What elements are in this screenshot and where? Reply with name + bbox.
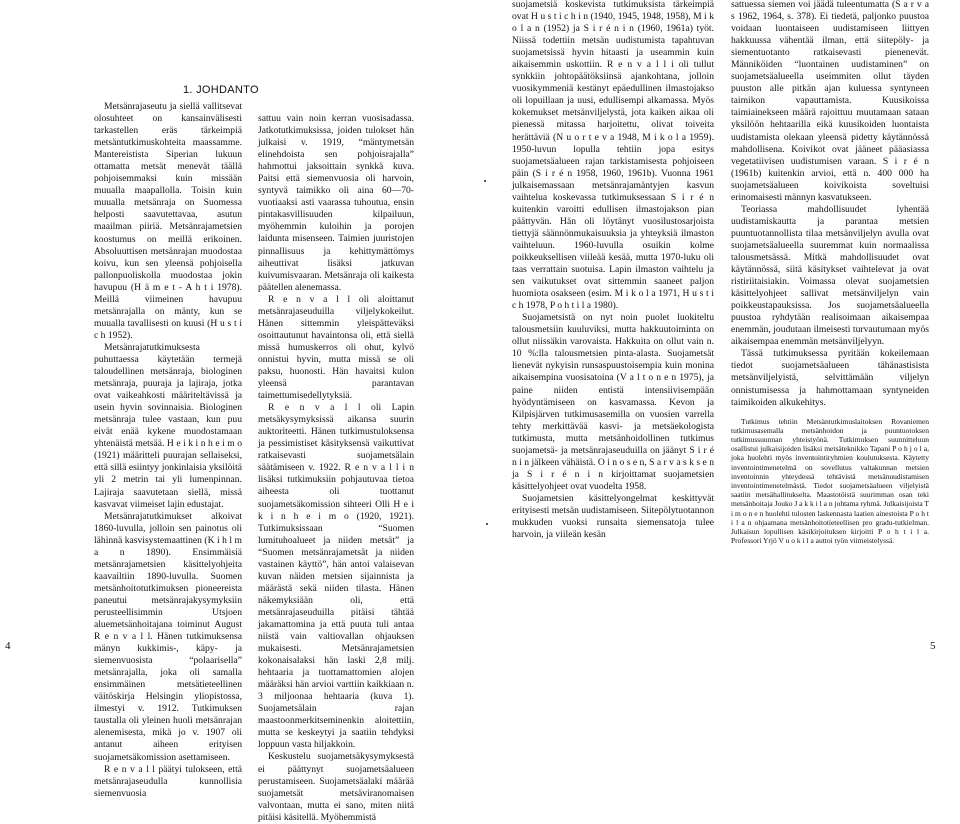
- scan-speck: [486, 523, 488, 525]
- right-page-column-2: [731, 0, 929, 545]
- page-number-left: 4: [5, 640, 11, 652]
- paragraph: Suojametsistä on nyt noin puolet luokiteltu talousmetsiin kuuluviksi, mutta hakkuutoiminta on ollut niissäkin varovaista. Hakkuita on ollut vain n. 10 %:lla talousmetsien pinta-alasta. Suojametsät lienevät nykyisin runsaspuustoisempia kuin monina aikaisempina vuosisatoina (V a l t o n e n 1975), ja paine niiden entistä intensiivisempään hyödyntämiseen on kasvamassa. Kevon ja Kilpisjärven tutkimusasemilla on vuosien varrella tehty merkittävää kasvi- ja metsäekologista tutkimusta, mutta metsänhoidollinen tutkimus suojametsä- ja metsänrajaseuduilla on jäänyt S i r é n i n jälkeen vähäistä. O i n o s e n, S a r v a s k s e n ja S i r é n i n kirjoittamat suojametsien käsittelyohjeet ovat vuodelta 1958.: [512, 312, 714, 492]
- paragraph: Metsänrajatutkimuksesta puhuttaessa käytetään termejä taloudellinen metsänraja, biologinen metsänraja, puuraja ja lajiraja, jotka ovat vaikeahkosti määriteltävissä ja usein hyvin sovinnaisia. Biologinen metsänraja tulee vastaan, kun puu eivät enää kykene muodostamaan yhtenäistä metsää. H e i k i n h e i m o (1921) määritteli puurajan sellaiseksi, että sillä esiintyy jonkinlaisia yksilöitä yli 2 metrin tai yli lumenpinnan. Lajiraja saavutetaan siellä, missä kasvavat viimeiset lajin edustajat.: [94, 341, 242, 510]
- paragraph: sattuessa siemen voi jäädä tuleentumatta (S a r v a s 1962, 1964, s. 378). Ei tiedetä, paljonko puustoa voidaan luontaiseen uudistamiseen liittyen hakkuussa vähentää ilman, että siitepöly- ja siementuotanto ratkaisevasti pienenevät. Männiköiden “luontainen uudistaminen” on suojametsäalueella useimmiten ollut täyden puuston alle pitkän ajan kuluessa syntyneen taimikon vapauttamista. Kuusikoissa taimiainekseen määrä rajoittuu muutamaan sataan yksilöön hehtaarilla eikä kuusikoiden luontaista uudistamista olekaan yleensä pidetty käytännössä mahdollisena. Koivikot ovat jääneet pääasiassa vegetatiivisen uudistumisen varaan. S i r é n (1961b) kuitenkin arvioi, että n. 400 000 ha suojametsäalueen koivikoista soveltuisi erinomaisesti männyn kasvatukseen.: [731, 0, 929, 203]
- section-heading: 1. JOHDANTO: [183, 84, 259, 96]
- right-page-column-1: [512, 0, 714, 541]
- paragraph: Tässä tutkimuksessa pyritään kokeilemaan tiedot suojametsäalueen tähänastisista metsänviljelyistä, selvittämään viljelyn onnistumisessa ja hahmottamaan syntyneiden taimikoiden alkukehitys.: [731, 348, 929, 408]
- paragraph: R e n v a l l oli aloittanut metsänrajaseuduilla viljelykokeilut. Hänen sittemmin yleispätteväksi osoittautunut havaintonsa oli, että siellä missä humuskerros oli ohut, kylvö onnistui hyvin, mutta missä se oli paksu, huonosti. Hän havaitsi kulon yleensä parantavan taimettumisedellytyksiä.: [258, 293, 414, 402]
- left-page-column-1: [94, 101, 242, 800]
- paragraph: Metsänrajatutkimukset alkoivat 1860-luvulla, jolloin sen painotus oli lähinnä kasvisystemaattinen (K i h l m a n 1890). Ensimmäisiä metsänrajametsien käsittelyohjeita kaavailtiin 1890-luvulla. Suomen metsänhoitotutkimuksen pioneereista paneutui metsänrajakysymyksiin perusteellisimmin Utsjoen aluemetsänhoitajana toiminut August R e n v a l l. Hänen tutkimuksensa mänyn kukkimis-, käpy- ja siemenvuosista “polaarisella” metsänrajalla, joka oli samalla ensimmäinen metsätieteellinen väitöskirja Helsingin yliopistossa, ilmestyi v. 1912. Tutkimuksen taustalla oli yleinen huoli metsänrajan alenemisesta, mikä jo v. 1907 oli antanut aiheen erityisen suojametsäkomission asettamiseen.: [94, 510, 242, 763]
- paragraph: R e n v a l l oli Lapin metsäkysymyksissä aikansa suurin auktoriteetti. Hänen tutkimustuloksensa ja pessimistiset käsityksensä vaikuttivat ratkaisevasti suojametsälain säätämiseen v. 1922. R e n v a l l i n lisäksi tutkimuksiin pohjautuvaa tietoa aiheesta oli tuottanut suojametsäkomission sihteeri Olli H e i k i n h e i m o (1920, 1921). Tutkimuksissaan “Suomen lumituhoalueet ja niiden metsät” ja “Suomen metsänrajametsät ja niiden vastainen käyttö”, hän antoi valaisevan kuvan näiden metsien sijainnista ja määrästä sekä niiden tilasta. Hänen näkemyksiään oli, että metsänrajaseuduilla pitäisi tähtää jakamattomina ja että puuta tuli antaa niistä vain valtiovallan ohjauksen mukaisesti. Metsänrajametsien kokonaisalaksi hän laski 2,8 milj. hehtaaria ja tuottamattomien alojen määräksi hän arvioi varttiin kaikkiaan n. 3 miljoonaa hehtaaria (kuva 1). Suojametsälain rajan maastoonmerkitseminenkin aloitettiin, mutta se keskeytyi ja saatiin tehdyksi loppuun vasta hiljakkoin.: [258, 402, 414, 751]
- paragraph: Suojametsien käsittelyongelmat keskittyvät erityisesti metsän uudistamiseen. Siitepölytuotannon mukkuden vuoksi runsaita siemensatoja tulee harvoin, ja viileän kesän: [512, 492, 714, 541]
- footnote: Tutkimus tehtiin Metsäntutkimuslaitoksen Rovaniemen tutkimusasemalla metsänhoidon ja puuntuotoksen tutkimussuunnan yhteistyönä. Tutkimuksen suunnitteluun osallistui julkaisijoiden lisäksi metsäteknikko Tapani P o h j o l a, joka huolehti myös inventointiryhmien koulutuksesta. Käytetty inventointimenetelmä on sovellutus valtakunnan metsien inventoinnin yhteydessä tehtävistä metsänuudistamisen inventointimenetelmästä. Tiedot suojametsäalueen viljelyistä saatiin metsähallitukselta. Maastotöistä suurimman osan teki metsänhoitaja Jouko J a k k i l a n johtama ryhmä. Julkaisijoista T i m o n e n huolehti tulosten laskennasta laatien ainestoista P o h t i l a n ohjaamana metsänhoitotieteellisen pro gradu-tutkielman. Julkaisun lopullisen käsikirjoituksen kirjoitti P o h t i l a. Professori Yrjö V u o k i l a auttoi työn viimeistelyssä.: [731, 416, 929, 546]
- paragraph: suojametsiä koskevista tutkimuksista tärkeimpiä ovat H u s t i c h i n (1940, 1945, 1948, 1958), M i k o l a n (1952) ja S i r é n i n (1960, 1961a) työt. Niissä todettiin metsän uudistumista tapahtuvan suojametsissä hyvin hitaasti ja useammin kuin aikaisemmin uskottiin. R e n v a l l i oli tullut synkkiin johtopäätöksiinsä ajankohtana, jolloin vuosikymmeniä kestänyt epäedullinen ilmastojakso oli lopuillaan ja uusi, edullisempi alkamassa. Myös kokemukset metsänviljelystä, jota kaiken aikaa oli pienessä mitassa harjoitettu, olivat toiveita herättäviä (N u o r t e v a 1948, M i k o l a 1959). 1950-luvun lopulla tehtiin jopa esitys suojametsäalueen rajan tarkistamisesta pohjoiseen päin (S i r é n 1958, 1960, 1961b). Vuonna 1961 julkaisemassaan metsänrajamäntyjen kasvun vaihtelua koskevassa tutkimuksessaan S i r é n kuitenkin varoitti edullisen ilmastojakson pian päättyvän. Hän oli löytänyt vuosilustosarjoista tiettyjä säännönmukaisuuksia ja yhteyksiä ilmaston vaihteluun. 1960-luvulla osuikin kolme poikkeuksellisen viileää kesää, mutta 1970-luku oli taas verrattain suotuisa. Lapin ilmaston vaihtelu ja sen vaikutukset ovat sittemmin saaneet paljon huomiota osakseen (esim. M i k o l a 1971, H u s t i c h 1978, P o h t i l a 1980).: [512, 0, 714, 312]
- paragraph: Teoriassa mahdollisuudet lyhentää uudistamiskautta ja parantaa metsien puuntuotannollista tilaa metsänviljelyn avulla ovat suojametsäalueella suuremmat kuin normaalissa talousmetsässä. Mitkä mahdollisuudet ovat käytännössä, siitä käsitykset vaihtelevat ja ovat ristiriitaisiakin. Voimassa olevat suojametsien käsittelyohjeet sallivat metsänviljelyn vain poikkeustapauksissa. Jos suojametsäalueella puustoa ryhdytään realisoimaan aikaisempaa enemmän, joudutaan ilmeisesti turvautumaan myös aikaisempaa enemmän metsänviljelyyn.: [731, 203, 929, 348]
- paragraph: Keskustelu suojametsäkysymyksestä ei päättynyt suojametsäalueen perustamiseen. Suojametsäalaki määrää suojametsät metsäviranomaisen valvontaan, mutta ei sano, miten niitä pitäisi käsitellä. Myöhemmistä: [258, 751, 414, 823]
- page-number-right: 5: [930, 640, 936, 652]
- paragraph: sattuu vain noin kerran vuosisadassa. Jatkotutkimuksissa, joiden tulokset hän julkaisi v. 1919, “mäntymetsän elinehdoista sen pohjoisrajalla” hahmottui jaksoittain synkkä kuva. Paitsi että siemenvuosia oli harvoin, syntyvä taimikko oli aina 60—70-vuotiaaksi asti vaarassa tuhoutua, ensin pintakasvillisuuden kilpailuun, myöhemmin kuloihin ja porojen laidunta misenseen. Taimien juuristojen pinnallisuus ja kehittymättömys aiheuttivat lisäksi jatkuvan kuivumisvaaran. Metsänraja oli kaikesta päätellen alenemassa.: [258, 113, 414, 293]
- paragraph: R e n v a l l päätyi tulokseen, että metsänrajaseudulla kunnollisia siemenvuosia: [94, 763, 242, 799]
- scan-speck: [484, 180, 486, 182]
- left-page-column-2: [258, 113, 414, 824]
- paragraph: Metsänrajaseutu ja siellä vallitsevat olosuhteet on kansainvälisesti tarkastellen eräs tärkeimpiä metsäntutkimuskohteita maassamme. Mantereistista Siperian lukuun ottamatta metsät menevät täällä pohjoisemmaksi kuin missään muualla maapallolla. Toisin kuin muualla metsänraja on Suomessa helposti saavutettavaa, asutun maailman piiriä. Metsänrajametsien koostumus on meillä erikoinen. Absoluuttisen metsänrajan muodostaa koivu, kun sen yleensä pohjoisella pallonpuoliskolla muodostaa jokin havupuu (H ä m e t - A h t i 1978). Meillä viimeinen havupuu metsänrajalla on mänty, kun se muualla tavallisesti on kuusi (H u s t i c h 1952).: [94, 101, 242, 341]
